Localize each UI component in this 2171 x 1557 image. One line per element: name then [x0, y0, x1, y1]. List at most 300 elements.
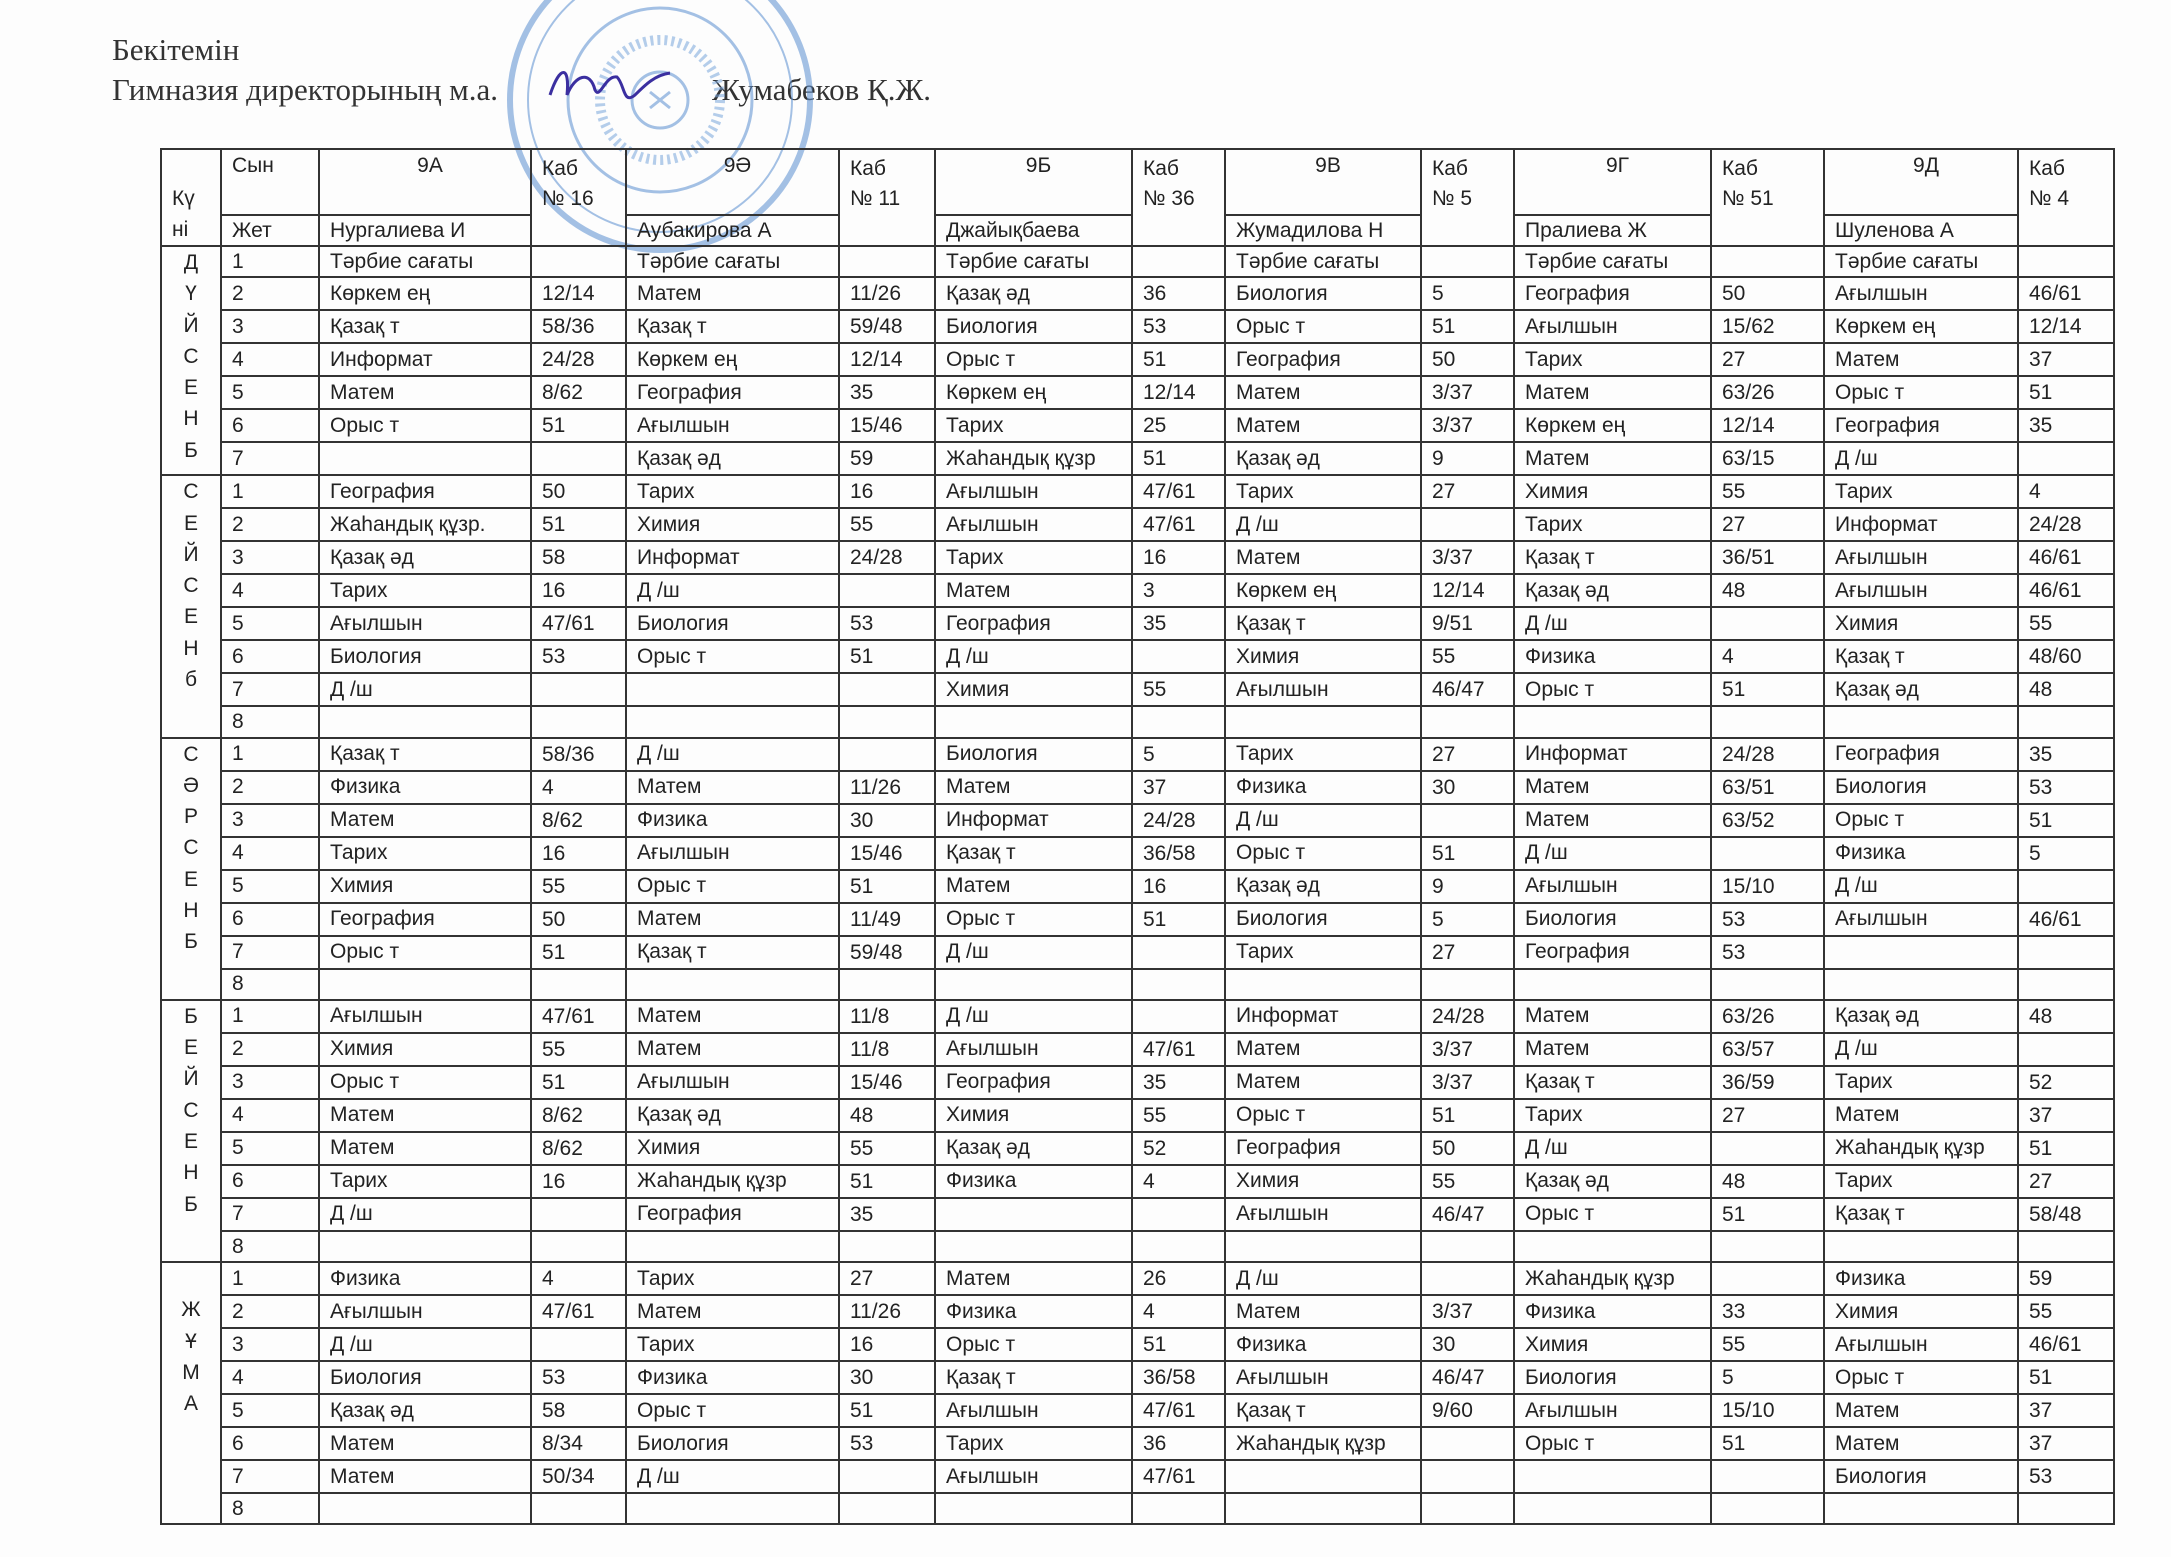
lesson-number: 1 [221, 475, 319, 508]
room-cell: 47/61 [1132, 1394, 1225, 1427]
room-cell [839, 246, 935, 277]
room-cell: 12/14 [2018, 310, 2114, 343]
room-cell: 24/28 [1421, 1000, 1514, 1033]
day-letter: С [183, 480, 199, 504]
subject-cell: География [1824, 738, 2018, 771]
subject-cell: Тарих [626, 475, 839, 508]
room-cell [531, 1231, 626, 1262]
subject-cell: Физика [319, 1262, 531, 1295]
room-cell: 27 [839, 1262, 935, 1295]
room-cell [1711, 837, 1824, 870]
room-cell [1132, 1000, 1225, 1033]
room-cell: 50 [1711, 277, 1824, 310]
subject-cell: Д /ш [626, 1460, 839, 1493]
subject-cell: Матем [319, 1132, 531, 1165]
room-cell: 8/62 [531, 376, 626, 409]
lesson-number: 7 [221, 1460, 319, 1493]
subject-cell: Матем [1225, 1066, 1421, 1099]
day-letter: Ә [183, 773, 199, 797]
subject-cell: Матем [1225, 409, 1421, 442]
day-letter: С [183, 742, 199, 766]
subject-cell: Тарих [626, 1328, 839, 1361]
room-cell: 51 [1421, 837, 1514, 870]
room-number: № 16 [542, 187, 594, 210]
room-cell: 9/51 [1421, 607, 1514, 640]
subject-cell: Матем [319, 1427, 531, 1460]
subject-cell: Химия [1824, 1295, 2018, 1328]
subject-cell: Информат [1824, 508, 2018, 541]
lesson-number: 4 [221, 1099, 319, 1132]
subject-cell: Көркем ең [1225, 574, 1421, 607]
subject-cell: Д /ш [1824, 870, 2018, 903]
subject-cell: Биология [319, 1361, 531, 1394]
subject-cell: Физика [1514, 1295, 1711, 1328]
room-cell: 12/14 [1132, 376, 1225, 409]
room-cell: 51 [1711, 1198, 1824, 1231]
room-header [2018, 149, 2114, 246]
room-cell: 3 [1132, 574, 1225, 607]
day-letter: Е [183, 1036, 198, 1060]
room-label: Каб [1432, 157, 1468, 180]
room-cell: 47/61 [1132, 1033, 1225, 1066]
room-cell: 47/61 [531, 1000, 626, 1033]
room-cell: 36 [1132, 1427, 1225, 1460]
room-cell [531, 1493, 626, 1524]
room-cell [839, 738, 935, 771]
room-cell: 5 [1132, 738, 1225, 771]
subject-cell [935, 1493, 1132, 1524]
subject-cell: Физика [626, 1361, 839, 1394]
day-header-bottom: ні [172, 218, 189, 241]
room-cell: 46/47 [1421, 1198, 1514, 1231]
lesson-number: 6 [221, 1165, 319, 1198]
subject-cell: Қазақ т [1225, 607, 1421, 640]
room-cell: 3/37 [1421, 541, 1514, 574]
subject-cell: Жаһандық құзр [1824, 1132, 2018, 1165]
schedule-row [161, 343, 2114, 376]
schedule-row [161, 541, 2114, 574]
room-cell: 26 [1132, 1262, 1225, 1295]
subject-cell [626, 673, 839, 706]
room-label: Каб [2029, 157, 2065, 180]
day-letter: Ж [181, 1298, 201, 1322]
subject-cell: Матем [626, 1295, 839, 1328]
subject-cell: Орыс т [1514, 673, 1711, 706]
room-cell: 4 [531, 1262, 626, 1295]
room-cell: 16 [531, 837, 626, 870]
room-cell: 51 [531, 936, 626, 969]
room-cell: 37 [2018, 1394, 2114, 1427]
room-cell: 46/61 [2018, 1328, 2114, 1361]
schedule-row [161, 837, 2114, 870]
subject-cell [1824, 706, 2018, 737]
lesson-number: 8 [221, 969, 319, 1000]
schedule-row [161, 246, 2114, 277]
subject-cell: Қазақ т [626, 936, 839, 969]
subject-cell: Матем [626, 1033, 839, 1066]
room-cell: 55 [1711, 1328, 1824, 1361]
room-cell: 3/37 [1421, 1295, 1514, 1328]
room-cell: 55 [1132, 673, 1225, 706]
subject-cell: География [1225, 343, 1421, 376]
lesson-number: 5 [221, 607, 319, 640]
day-header [161, 149, 221, 246]
room-cell [2018, 1231, 2114, 1262]
room-label: Каб [542, 157, 578, 180]
subject-cell: Ағылшын [319, 1000, 531, 1033]
room-cell [1711, 1460, 1824, 1493]
subject-cell: Қазақ т [935, 837, 1132, 870]
subject-cell: Д /ш [626, 574, 839, 607]
room-cell: 27 [1711, 508, 1824, 541]
subject-cell: Матем [319, 376, 531, 409]
subject-cell: Матем [626, 903, 839, 936]
subject-cell: Биология [626, 1427, 839, 1460]
subject-cell: Ағылшын [935, 1394, 1132, 1427]
lesson-header-top: Сын [221, 149, 319, 215]
subject-cell: Д /ш [1514, 607, 1711, 640]
subject-cell: Көркем ең [1824, 310, 2018, 343]
subject-cell [1514, 1493, 1711, 1524]
room-cell: 11/26 [839, 1295, 935, 1328]
teacher-name: Жумадилова Н [1225, 215, 1421, 246]
subject-cell: Қазақ әд [1225, 870, 1421, 903]
schedule-row [161, 1132, 2114, 1165]
room-cell [1421, 969, 1514, 1000]
subject-cell: Орыс т [935, 1328, 1132, 1361]
room-cell: 51 [531, 409, 626, 442]
room-cell [839, 673, 935, 706]
room-cell [839, 1231, 935, 1262]
subject-cell: Биология [1514, 1361, 1711, 1394]
subject-cell: Биология [935, 310, 1132, 343]
room-cell [2018, 969, 2114, 1000]
room-cell: 12/14 [1711, 409, 1824, 442]
room-cell: 55 [2018, 607, 2114, 640]
subject-cell: Химия [626, 1132, 839, 1165]
room-cell: 58 [531, 541, 626, 574]
subject-cell [1514, 969, 1711, 1000]
subject-cell: Орыс т [626, 640, 839, 673]
subject-cell: Ағылшын [1824, 1328, 2018, 1361]
subject-cell: Матем [1824, 343, 2018, 376]
subject-cell: Химия [935, 1099, 1132, 1132]
room-cell: 35 [2018, 409, 2114, 442]
subject-cell: Химия [319, 870, 531, 903]
subject-cell [1225, 1231, 1421, 1262]
subject-cell: Матем [1514, 1000, 1711, 1033]
room-label: Каб [850, 157, 886, 180]
subject-cell: Орыс т [319, 1066, 531, 1099]
subject-cell: Жаһандық құзр [1225, 1427, 1421, 1460]
room-cell: 59/48 [839, 936, 935, 969]
subject-cell: Матем [935, 1262, 1132, 1295]
subject-cell: Ағылшын [1824, 277, 2018, 310]
subject-cell: Матем [1225, 1295, 1421, 1328]
subject-cell: Қазақ әд [319, 1394, 531, 1427]
room-cell: 3/37 [1421, 1066, 1514, 1099]
subject-cell [1225, 1493, 1421, 1524]
room-cell [839, 574, 935, 607]
lesson-number: 7 [221, 442, 319, 475]
room-cell: 30 [839, 804, 935, 837]
subject-cell: Ағылшын [1514, 310, 1711, 343]
schedule-row [161, 804, 2114, 837]
subject-cell: Қазақ әд [319, 541, 531, 574]
subject-cell [626, 706, 839, 737]
room-cell [2018, 246, 2114, 277]
room-cell [531, 1328, 626, 1361]
day-label [161, 738, 221, 1000]
room-cell [2018, 706, 2114, 737]
subject-cell: Тарих [1225, 936, 1421, 969]
subject-cell: Қазақ әд [935, 277, 1132, 310]
room-cell: 46/47 [1421, 673, 1514, 706]
room-cell: 51 [1132, 442, 1225, 475]
room-cell: 51 [1132, 1328, 1225, 1361]
room-cell [1132, 1198, 1225, 1231]
subject-cell: Информат [1514, 738, 1711, 771]
room-cell: 15/10 [1711, 870, 1824, 903]
room-cell: 51 [2018, 376, 2114, 409]
subject-cell: Матем [319, 1460, 531, 1493]
subject-cell [1514, 1460, 1711, 1493]
subject-cell: Көркем ең [1514, 409, 1711, 442]
room-cell: 16 [839, 1328, 935, 1361]
subject-cell: Ағылшын [626, 1066, 839, 1099]
room-cell: 51 [531, 1066, 626, 1099]
room-cell: 8/34 [531, 1427, 626, 1460]
lesson-number: 6 [221, 409, 319, 442]
room-cell [1711, 1493, 1824, 1524]
subject-cell: Информат [935, 804, 1132, 837]
room-cell: 51 [1421, 1099, 1514, 1132]
room-cell: 37 [2018, 1427, 2114, 1460]
room-cell: 27 [1421, 475, 1514, 508]
teacher-name: Джайықбаева [935, 215, 1132, 246]
room-cell: 30 [1421, 1328, 1514, 1361]
subject-cell: Информат [319, 343, 531, 376]
room-label: Каб [1722, 157, 1758, 180]
room-cell [1711, 246, 1824, 277]
subject-cell: Жаһандық құзр. [319, 508, 531, 541]
room-cell: 51 [1421, 310, 1514, 343]
subject-cell: География [935, 1066, 1132, 1099]
subject-cell: Қазақ т [1824, 1198, 2018, 1231]
subject-cell: Биология [1225, 277, 1421, 310]
lesson-number: 7 [221, 1198, 319, 1231]
room-header [1132, 149, 1225, 246]
lesson-number: 8 [221, 1231, 319, 1262]
day-letter: Е [183, 605, 198, 629]
day-letter: б [184, 668, 198, 692]
lesson-number: 2 [221, 1295, 319, 1328]
room-cell [531, 442, 626, 475]
room-cell: 55 [2018, 1295, 2114, 1328]
room-cell: 35 [839, 376, 935, 409]
subject-cell: Матем [1225, 1033, 1421, 1066]
room-cell [1132, 246, 1225, 277]
subject-cell: Қазақ т [1225, 1394, 1421, 1427]
room-cell: 47/61 [1132, 475, 1225, 508]
subject-cell: Қазақ т [1514, 1066, 1711, 1099]
subject-cell: Физика [1225, 1328, 1421, 1361]
subject-cell: Көркем ең [319, 277, 531, 310]
teacher-name: Аубакирова А [626, 215, 839, 246]
lesson-number: 5 [221, 376, 319, 409]
room-cell: 9/60 [1421, 1394, 1514, 1427]
subject-cell: География [319, 475, 531, 508]
day-letter [162, 1263, 220, 1294]
room-cell: 16 [839, 475, 935, 508]
room-cell: 55 [1421, 1165, 1514, 1198]
room-cell: 27 [2018, 1165, 2114, 1198]
day-letter: Е [183, 511, 198, 535]
schedule-row [161, 1198, 2114, 1231]
room-cell [1421, 1262, 1514, 1295]
lesson-number: 5 [221, 1394, 319, 1427]
subject-cell [1225, 1460, 1421, 1493]
subject-cell: Д /ш [626, 738, 839, 771]
subject-cell: Химия [319, 1033, 531, 1066]
subject-cell: Орыс т [1824, 804, 2018, 837]
subject-cell: Физика [935, 1295, 1132, 1328]
subject-cell: Д /ш [1514, 837, 1711, 870]
schedule-row [161, 903, 2114, 936]
day-letter: Й [183, 1067, 199, 1091]
subject-cell: Матем [1225, 541, 1421, 574]
room-header [531, 149, 626, 246]
subject-cell [1225, 706, 1421, 737]
room-number: № 51 [1722, 187, 1774, 210]
schedule-row [161, 1000, 2114, 1033]
room-cell [2018, 936, 2114, 969]
lesson-number: 3 [221, 541, 319, 574]
room-cell [1421, 1460, 1514, 1493]
day-label [161, 1000, 221, 1262]
subject-cell: Ағылшын [319, 607, 531, 640]
room-cell [2018, 870, 2114, 903]
room-cell: 63/57 [1711, 1033, 1824, 1066]
room-cell: 51 [839, 640, 935, 673]
room-cell: 58 [531, 1394, 626, 1427]
room-cell: 46/61 [2018, 574, 2114, 607]
subject-cell: География [1225, 1132, 1421, 1165]
room-cell: 59 [2018, 1262, 2114, 1295]
subject-cell: Жаһандық құзр [1514, 1262, 1711, 1295]
subject-cell: Қазақ әд [626, 1099, 839, 1132]
schedule-row [161, 738, 2114, 771]
room-cell: 16 [531, 1165, 626, 1198]
subject-cell: Д /ш [935, 1000, 1132, 1033]
director-title: Гимназия директорының м.а. [112, 72, 499, 107]
room-label: Каб [1143, 157, 1179, 180]
subject-cell: Орыс т [319, 936, 531, 969]
room-cell [839, 1460, 935, 1493]
subject-cell: Орыс т [626, 870, 839, 903]
subject-cell: Химия [1514, 1328, 1711, 1361]
schedule-row [161, 376, 2114, 409]
room-cell [1421, 804, 1514, 837]
room-number: № 5 [1432, 187, 1473, 210]
day-letter: Н [183, 636, 199, 660]
day-letter: М [182, 1361, 200, 1385]
room-header [1421, 149, 1514, 246]
subject-cell: Матем [1514, 1033, 1711, 1066]
room-cell: 16 [1132, 541, 1225, 574]
subject-cell [626, 1493, 839, 1524]
room-cell: 24/28 [1711, 738, 1824, 771]
room-cell: 55 [839, 508, 935, 541]
subject-cell: Матем [1824, 1099, 2018, 1132]
room-cell: 63/52 [1711, 804, 1824, 837]
subject-cell: Д /ш [935, 936, 1132, 969]
room-cell: 33 [1711, 1295, 1824, 1328]
subject-cell: Физика [1225, 771, 1421, 804]
room-cell: 3/37 [1421, 376, 1514, 409]
subject-cell: Көркем ең [935, 376, 1132, 409]
room-cell [1711, 1231, 1824, 1262]
lesson-number: 4 [221, 343, 319, 376]
subject-cell: Қазақ әд [1824, 673, 2018, 706]
lesson-number: 6 [221, 1427, 319, 1460]
subject-cell [319, 442, 531, 475]
subject-cell: Физика [1824, 837, 2018, 870]
room-cell: 36/51 [1711, 541, 1824, 574]
room-cell: 37 [2018, 1099, 2114, 1132]
subject-cell: Қазақ т [1824, 640, 2018, 673]
lesson-number: 3 [221, 804, 319, 837]
room-number: № 11 [850, 187, 901, 210]
day-letter: Б [184, 1004, 198, 1028]
teacher-name: Пралиева Ж [1514, 215, 1711, 246]
room-cell: 46/47 [1421, 1361, 1514, 1394]
subject-cell: Қазақ әд [1824, 1000, 2018, 1033]
subject-cell: Ағылшын [935, 475, 1132, 508]
subject-cell: Матем [935, 574, 1132, 607]
subject-cell: Ағылшын [935, 508, 1132, 541]
room-cell: 52 [1132, 1132, 1225, 1165]
subject-cell: Қазақ әд [1225, 442, 1421, 475]
day-letter: С [183, 574, 199, 598]
room-cell: 55 [531, 1033, 626, 1066]
room-cell: 55 [1711, 475, 1824, 508]
room-cell: 24/28 [2018, 508, 2114, 541]
subject-cell: Қазақ т [626, 310, 839, 343]
subject-cell: Тәрбие сағаты [1824, 246, 2018, 277]
subject-cell: Қазақ т [1514, 541, 1711, 574]
subject-cell [935, 706, 1132, 737]
day-letter [162, 1420, 220, 1451]
day-letter: С [183, 344, 199, 368]
teacher-name: Нургалиева И [319, 215, 531, 246]
subject-cell: Матем [319, 804, 531, 837]
room-cell: 59/48 [839, 310, 935, 343]
subject-cell: Химия [626, 508, 839, 541]
room-cell: 63/15 [1711, 442, 1824, 475]
room-cell [1132, 1231, 1225, 1262]
subject-cell [1824, 1231, 2018, 1262]
subject-cell: Физика [319, 771, 531, 804]
room-cell: 35 [1132, 607, 1225, 640]
subject-cell: Химия [1824, 607, 2018, 640]
schedule-row [161, 1493, 2114, 1524]
room-cell [1711, 1132, 1824, 1165]
day-letter: Е [183, 376, 198, 400]
subject-cell: Тәрбие сағаты [1514, 246, 1711, 277]
schedule-row [161, 870, 2114, 903]
schedule-row [161, 409, 2114, 442]
